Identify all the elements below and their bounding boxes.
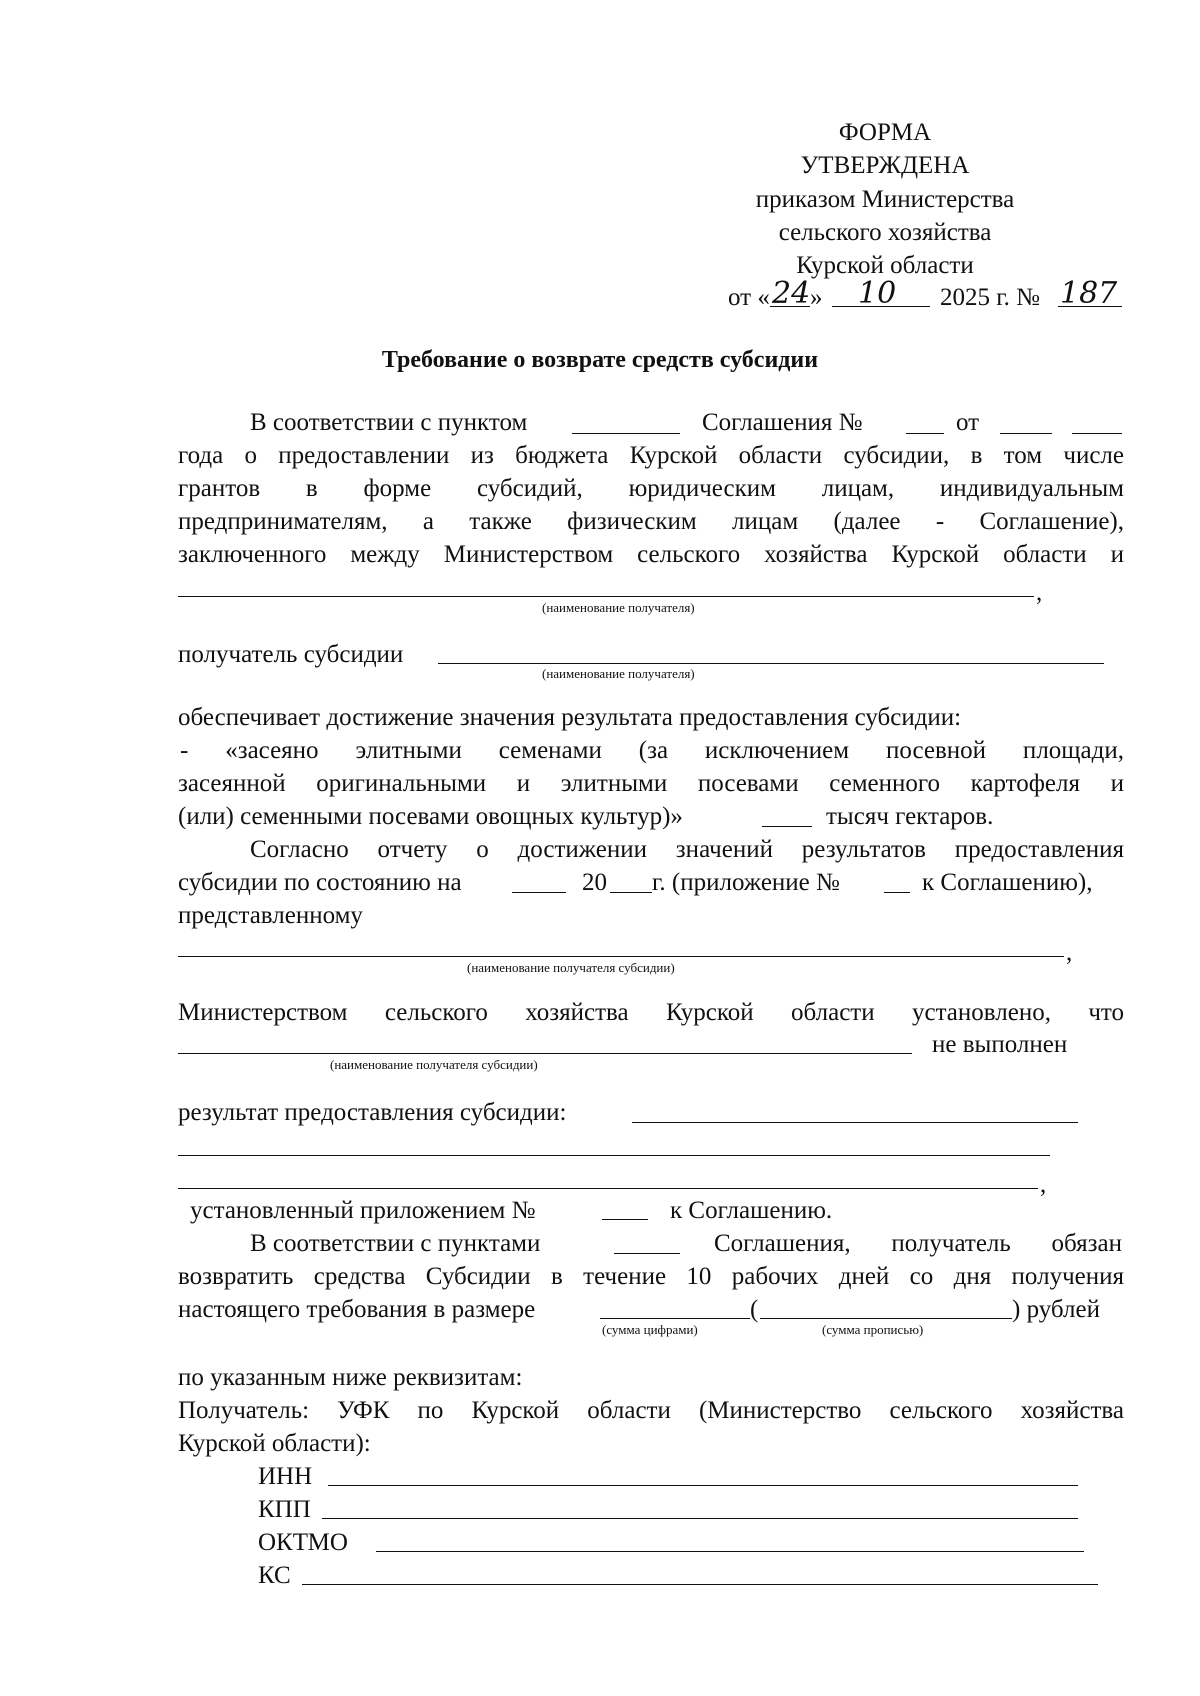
sum-words-line[interactable] [760,1318,1012,1319]
clauses-blank[interactable] [614,1253,680,1254]
kpp-field[interactable] [322,1518,1078,1519]
para3-appendix: г. (приложение № [652,869,840,896]
para2-hectares: тысяч гектаров. [826,803,994,830]
subsidy-recipient-name-line[interactable] [178,956,1064,957]
clause-number-blank[interactable] [572,433,680,434]
requisites-intro: по указанным ниже реквизитам: [178,1364,523,1391]
para2-line1: обеспечивает достижение значения результата предоставления субсидии: [178,704,962,731]
ks-field[interactable] [302,1584,1098,1585]
para1-line3: грантов в форме субсидий, юридическим лицам, индивидуальным [178,475,1124,502]
caption-sum-words: (сумма прописью) [822,1322,924,1337]
para1-line5: заключенного между Министерством сельского хозяйства Курской области и [178,541,1124,568]
para4-not-fulfilled: не выполнен [932,1031,1068,1058]
kpp-label: КПП [258,1496,311,1523]
inn-field[interactable] [328,1485,1078,1486]
caption-subsidy-recipient-2: (наименование получателя субсидии) [330,1057,538,1072]
order-number-underline [1058,306,1122,307]
para5-line2: возвратить средства Субсидии в течение 10 рабочих дней со дня получения [178,1263,1124,1290]
header-date-month: 10 [858,276,897,311]
result-comma: , [1040,1171,1047,1198]
ks-label: КС [258,1562,291,1589]
header-region-line: Курской области [796,252,974,279]
header-date-mid: » [810,284,823,311]
para3-to-agreement: к Соглашению), [922,869,1093,896]
para5-rubles: ) рублей [1012,1296,1100,1323]
hectares-blank[interactable] [762,826,812,827]
report-year-blank[interactable] [610,892,652,893]
recipient-label: получатель субсидии [178,641,404,668]
header-order-number: 187 [1060,276,1118,311]
caption-recipient-name: (наименование получателя) [542,600,695,615]
date-month-underline [832,306,930,307]
document-title: Требование о возврате средств субсидии [381,347,819,373]
para1-line2: года о предоставлении из бюджета Курской области субсидии, в том числе [178,442,1124,469]
oktmo-field[interactable] [376,1551,1084,1552]
para1-agreement-no: Соглашения № [702,409,863,436]
para3-as-of: субсидии по состоянию на [178,869,462,896]
header-date-year: 2025 г. № [940,284,1041,311]
recipient-subsidy-line[interactable] [438,663,1104,664]
agreement-year-blank[interactable] [1072,433,1122,434]
para2-line2: - «засеяно элитными семенами (за исключением посевной площади, [180,737,1124,764]
not-fulfilled-recipient-line[interactable] [178,1053,912,1054]
appendix-number-blank[interactable] [884,892,910,893]
header-ministry-line: сельского хозяйства [778,219,992,246]
caption-recipient-name-2: (наименование получателя) [542,666,695,681]
sum-digits-line[interactable] [600,1318,750,1319]
para3-year-prefix: 20 [582,869,607,896]
para3-submitted: представленному [178,902,363,929]
para5-open-paren: ( [750,1296,759,1323]
para1-intro: В соответствии с пунктом [250,409,528,436]
para1-line4: предпринимателям, а также физическим лицам (далее - Соглашение), [178,508,1124,535]
header-forma: ФОРМА [838,119,932,146]
para5-clauses: В соответствии с пунктами [250,1230,541,1257]
result-line-1[interactable] [632,1122,1078,1123]
para2-line3: засеянной оригинальными и элитными посевами семенного картофеля и [178,770,1124,797]
recipient-name-line[interactable] [178,596,1034,597]
result-line-3[interactable] [178,1188,1038,1189]
requisites-recipient-line2: Курской области): [178,1430,371,1457]
agreement-date-blank[interactable] [1000,433,1052,434]
para2-line4: (или) семенными посевами овощных культур)» [178,803,683,830]
requisites-recipient-line1: Получатель: УФК по Курской области (Министерство сельского хозяйства [178,1397,1124,1424]
header-approved: УТВЕРЖДЕНА [800,152,970,179]
subsidy-recipient-comma: , [1066,939,1073,966]
date-day-underline [770,306,810,307]
para4-result-label: результат предоставления субсидии: [178,1099,567,1126]
caption-sum-digits: (сумма цифрами) [602,1322,698,1337]
established-appendix-blank[interactable] [602,1219,648,1220]
para4-to-agreement: к Соглашению. [670,1197,833,1224]
oktmo-label: ОКТМО [258,1529,348,1556]
para4-line1: Министерством сельского хозяйства Курской области установлено, что [178,999,1124,1026]
para1-from: от [956,409,980,436]
recipient-name-comma: , [1036,579,1043,606]
report-date-blank[interactable] [512,892,566,893]
agreement-number-blank[interactable] [906,433,944,434]
para5-obliged: Соглашения, получатель обязан [714,1230,1122,1257]
para5-amount-label: настоящего требования в размере [178,1296,536,1323]
header-date-prefix: от « [728,284,770,311]
header-date-day: 24 [772,276,811,311]
caption-subsidy-recipient: (наименование получателя субсидии) [467,960,675,975]
para3-line1: Согласно отчету о достижении значений результатов предоставления [250,836,1124,863]
para4-established: установленный приложением № [190,1197,536,1224]
result-line-2[interactable] [178,1155,1050,1156]
header-order-line: приказом Министерства [755,186,1015,213]
inn-label: ИНН [258,1463,313,1490]
